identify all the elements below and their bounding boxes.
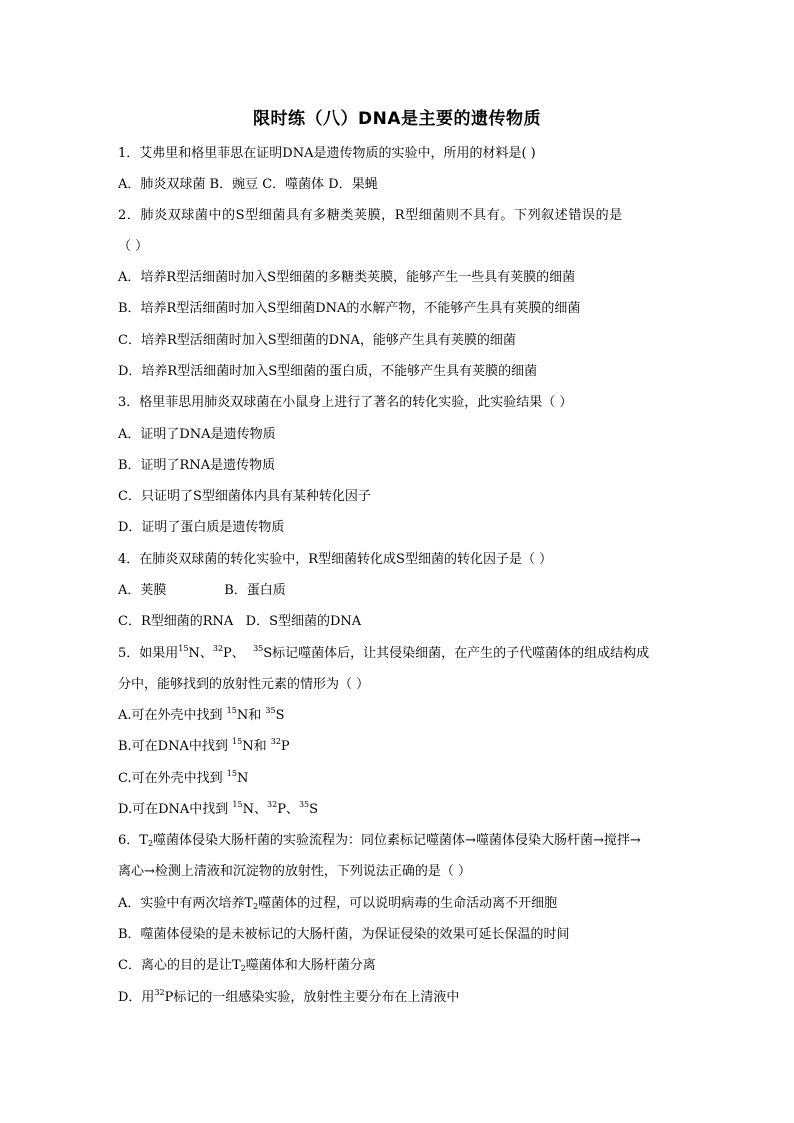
q5-d-sup-15: 15 [232, 800, 243, 809]
q5-c-sup-15: 15 [226, 769, 237, 778]
q6-stem-cont: 离心→检测上清液和沉淀物的放射性，下列说法正确的是（ ） [118, 864, 472, 879]
q6-a-post: 噬菌体的过程，可以说明病毒的生命活动离不开细胞 [258, 896, 558, 911]
q6-c-sub-2: 2 [240, 964, 246, 973]
q6-c-post: 噬菌体和大肠杆菌分离 [245, 958, 376, 973]
q5-d-pre: D.可在DNA中找到 [118, 802, 229, 817]
q6-c-pre: C．离心的目的是让T [118, 958, 241, 973]
q6-stem-pre: 6．T [118, 833, 148, 848]
q2-stem: 2．肺炎双球菌中的S型细菌具有多糖类荚膜，R型细菌则不具有。下列叙述错误的是 [118, 208, 623, 223]
q5-d-sup-35: 35 [298, 800, 310, 809]
q6-sub-2: 2 [147, 839, 154, 848]
q5-sup-35: 35 [253, 644, 264, 653]
q2-stem-bracket: （ ） [118, 239, 149, 254]
q5-b-pre: B.可在DNA中找到 [118, 739, 228, 754]
q5-a-sup-15: 15 [226, 706, 237, 715]
q3-option-b: B．证明了RNA是遗传物质 [118, 458, 276, 473]
q5-d-n: N、 [242, 802, 267, 817]
q5-d-p: P、 [277, 802, 299, 817]
q2-option-d: D．培养R型活细菌时加入S型细菌的蛋白质，不能够产生具有荚膜的细菌 [118, 364, 538, 379]
q6-a-pre: A．实验中有两次培养T [118, 896, 254, 911]
q5-option-a [118, 707, 688, 725]
q6-a-sub-2: 2 [253, 902, 259, 911]
q4-options-ab: A．荚膜 B．蛋白质 [118, 583, 286, 598]
q6-d-post: P标记的一组感染实验，放射性主要分布在上清液中 [164, 990, 460, 1005]
q5-a-sup-35: 35 [265, 706, 276, 715]
q6-d-pre: D．用 [118, 990, 155, 1005]
q5-c-post: N [236, 771, 249, 786]
q5-stem [118, 645, 688, 663]
q6-stem-post: 噬菌体侵染大肠杆菌的实验流程为：同位素标记噬菌体→噬菌体侵染大肠杆菌→搅拌→ [153, 833, 641, 848]
q5-sup-15: 15 [178, 644, 189, 653]
q6-option-c [118, 957, 688, 975]
q5-stem-cont: 分中，能够找到的放射性元素的情形为（ ） [118, 677, 370, 692]
q6-option-b: B．噬菌体侵染的是未被标记的大肠杆菌，为保证侵染的效果可延长保温的时间 [118, 927, 570, 942]
q1-options: A．肺炎双球菌 B．豌豆 C．噬菌体 D．果蝇 [118, 177, 378, 192]
q5-b-sup-15: 15 [232, 737, 243, 746]
q5-p: P、 [223, 646, 254, 661]
q5-b-sup-32: 32 [270, 737, 281, 746]
q3-stem: 3．格里菲思用肺炎双球菌在小鼠身上进行了著名的转化实验，此实验结果（ ） [118, 395, 573, 410]
q5-option-b [118, 738, 688, 756]
q5-a-post: S [275, 708, 285, 723]
q5-a-pre: A.可在外壳中找到 [118, 708, 223, 723]
q2-option-b: B．培养R型活细菌时加入S型细菌DNA的水解产物，不能够产生具有荚膜的细菌 [118, 301, 581, 316]
q6-stem [118, 832, 688, 850]
q6-option-d [118, 989, 688, 1007]
q4-options-cd: C．R型细菌的RNA D．S型细菌的DNA [118, 614, 362, 629]
q6-option-a [118, 895, 688, 913]
q5-d-s: S [309, 802, 319, 817]
q5-c-pre: C.可在外壳中找到 [118, 771, 223, 786]
q5-stem-pre: 5．如果用 [118, 646, 179, 661]
q3-option-d: D．证明了蛋白质是遗传物质 [118, 520, 285, 535]
page-title: 限时练（八）DNA是主要的遗传物质 [253, 109, 541, 129]
q3-option-c: C．只证明了S型细菌体内具有某种转化因子 [118, 489, 371, 504]
q5-stem-post: S标记噬菌体后，让其侵染细菌，在产生的子代噬菌体的组成结构成 [263, 646, 650, 661]
q5-n: N、 [188, 646, 213, 661]
q3-option-a: A．证明了DNA是遗传物质 [118, 427, 276, 442]
q5-option-c [118, 770, 688, 788]
q5-b-mid: N和 [242, 739, 267, 754]
q5-a-mid: N和 [236, 708, 262, 723]
q6-d-sup-32: 32 [154, 988, 165, 997]
q5-b-post: P [280, 739, 290, 754]
q4-stem: 4．在肺炎双球菌的转化实验中，R型细菌转化成S型细菌的转化因子是（ ） [118, 552, 553, 567]
q2-option-a: A．培养R型活细菌时加入S型细菌的多糖类荚膜，能够产生一些具有荚膜的细菌 [118, 270, 576, 285]
q5-d-sup-32: 32 [267, 800, 278, 809]
q5-sup-32: 32 [212, 644, 224, 653]
q2-option-c: C．培养R型活细菌时加入S型细菌的DNA，能够产生具有荚膜的细菌 [118, 333, 516, 348]
q5-option-d [118, 801, 688, 819]
q1-stem: 1．艾弗里和格里菲思在证明DNA是遗传物质的实验中，所用的材料是( ) [118, 146, 536, 161]
